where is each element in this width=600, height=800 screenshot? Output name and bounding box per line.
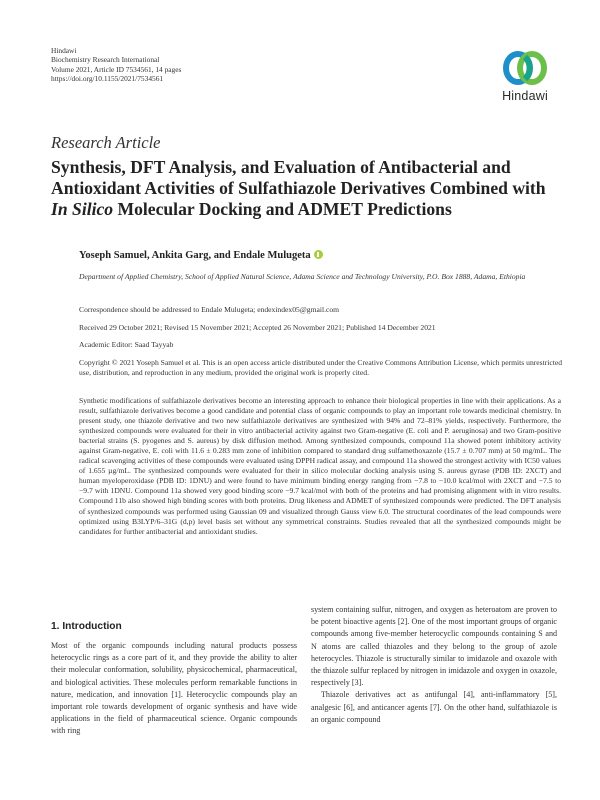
doi-link[interactable]: https://doi.org/10.1155/2021/7534561 [51, 73, 164, 83]
publisher-name: Hindawi [51, 46, 77, 55]
journal-name: Biochemistry Research International [51, 55, 160, 65]
title-line-3 [51, 199, 561, 220]
intro-right-column [311, 604, 557, 726]
intro-paragraph-3: Thiazole derivatives act as antifungal [4], anti-inflammatory [5], analgesic [6], and anticancer agents [7]. On the other hand, sulfathiazole is an organic compound [311, 690, 557, 724]
copyright-notice: Copyright © 2021 Yoseph Samuel et al. This is an open access article distributed under the Creative Commons Attribution License, which permits unrestricted use, distribution, and reproduction in any medium, provided the original work is properly cited. [79, 358, 562, 377]
abstract: Synthetic modifications of sulfathiazole derivatives become an interesting approach to enhance their biological properties in line with their applications. As a result, sulfathiazole derivatives become a good candidate and potential class of organic compounds to play an important role towards medicinal chemistry. In present study, one thiazole derivative and two new sulfathiazole derivatives are synthesized with 94% and 72–81% yields, respectively. Furthermore, the synthesized compounds were evaluated for their in vitro antibacterial activity against two Gram-negative (E. coli and P. aeruginosa) and two Gram-positive bacterial strains (S. pyogenes and S. aureus) by disk diffusion method. Among synthesized compounds, compound 11a showed potent inhibitory activity against Gram-negative, E. coli with 11.6 ± 0.283 mm zone of inhibition compared to standard drug sulfamethoxazole (15.7 ± 0.707 mm) at 50 mg/mL. The radical scavenging activities of these compounds were evaluated using DPPH radical assay, and compound 11a showed the strongest activity with IC50 values of 1.655 µg/mL. The synthesized compounds were evaluated for their in silico molecular docking analysis using S. aureus gyrase (PDB ID: 2XCT) and human myeloperoxidase (PDB ID: 1DNU) and were found to have minimum binding energy ranging from −7.8 to −10.0 kcal/mol with 2XCT and −7.5 to −9.7 with 1DNU. Compound 11a showed very good binding score −9.7 kcal/mol with both of the proteins and had promising alignment with in vitro results. Compound 11b also showed high binding scores with both proteins. Drug likeness and ADMET of synthesized compounds were predicted. The DFT analysis of synthesized compounds was performed using Gaussian 09 and visualized through Gauss view 6.0. The structural coordinates of the lead compounds were optimized using B3LYP/6–31G (d,p) level basis set without any symmetrical constraints. Studies revealed that all the synthesized compounds might be candidates for further antibacterial and antioxidant studies. [79, 396, 561, 536]
title-italic: In Silico [51, 199, 114, 219]
authors-line [79, 250, 323, 261]
title-line-3-rest: Molecular Docking and ADMET Predictions [113, 199, 452, 219]
affiliation: Department of Applied Chemistry, School of Applied Natural Science, Adama Science and Technology University, P.O. Box 1888, Adama, Ethiopia [79, 272, 526, 281]
hindawi-logo-icon [501, 48, 549, 88]
hindawi-logo[interactable] [494, 48, 556, 103]
author-names: Yoseph Samuel, Ankita Garg, and Endale Mulugeta [79, 250, 311, 261]
correspondence: Correspondence should be addressed to Endale Mulugeta; endexindex05@gmail.com [79, 305, 340, 314]
academic-editor: Academic Editor: Saad Tayyab [79, 340, 174, 349]
journal-info [51, 46, 181, 83]
section-heading-introduction: 1. Introduction [51, 621, 122, 632]
intro-left-column [51, 640, 297, 738]
publication-dates: Received 29 October 2021; Revised 15 November 2021; Accepted 26 November 2021; Published 14 December 2021 [79, 323, 436, 332]
volume-info: Volume 2021, Article ID 7534561, 14 pages [51, 64, 182, 74]
title-line-2: Antioxidant Activities of Sulfathiazole Derivatives Combined with [51, 178, 546, 198]
orcid-icon[interactable] [314, 250, 323, 259]
article-type: Research Article [51, 133, 161, 152]
paper-title [51, 157, 561, 220]
intro-paragraph-2: system containing sulfur, nitrogen, and oxygen as heteroatom are proven to be potent bioactive agents [2]. One of the most important groups of organic compounds among five-member heterocyclic compounds containing S and N atoms are called thiazoles and they belong to the group of azole heterocycles. Thiazole is structurally similar to imidazole and oxazole with the thiazole sulfur replaced by nitrogen in imidazole and oxygen in oxazole, respectively [3]. [311, 605, 557, 688]
intro-paragraph-1: Most of the organic compounds including natural products possess heterocyclic rings as a core part of it, and they provide the ability to alter their molecular conformation, solubility, physicochemical, pharmaceutical, and biological activities. These molecules perform remarkable functions in nature, medication, and innovation [1]. Heterocyclic compounds play an important role towards development of organic synthesis and have wide applications in the field of pharmaceutical science. Organic compounds with ring [51, 641, 297, 736]
title-line-1: Synthesis, DFT Analysis, and Evaluation of Antibacterial and [51, 157, 511, 177]
hindawi-logo-text: Hindawi [502, 89, 548, 103]
